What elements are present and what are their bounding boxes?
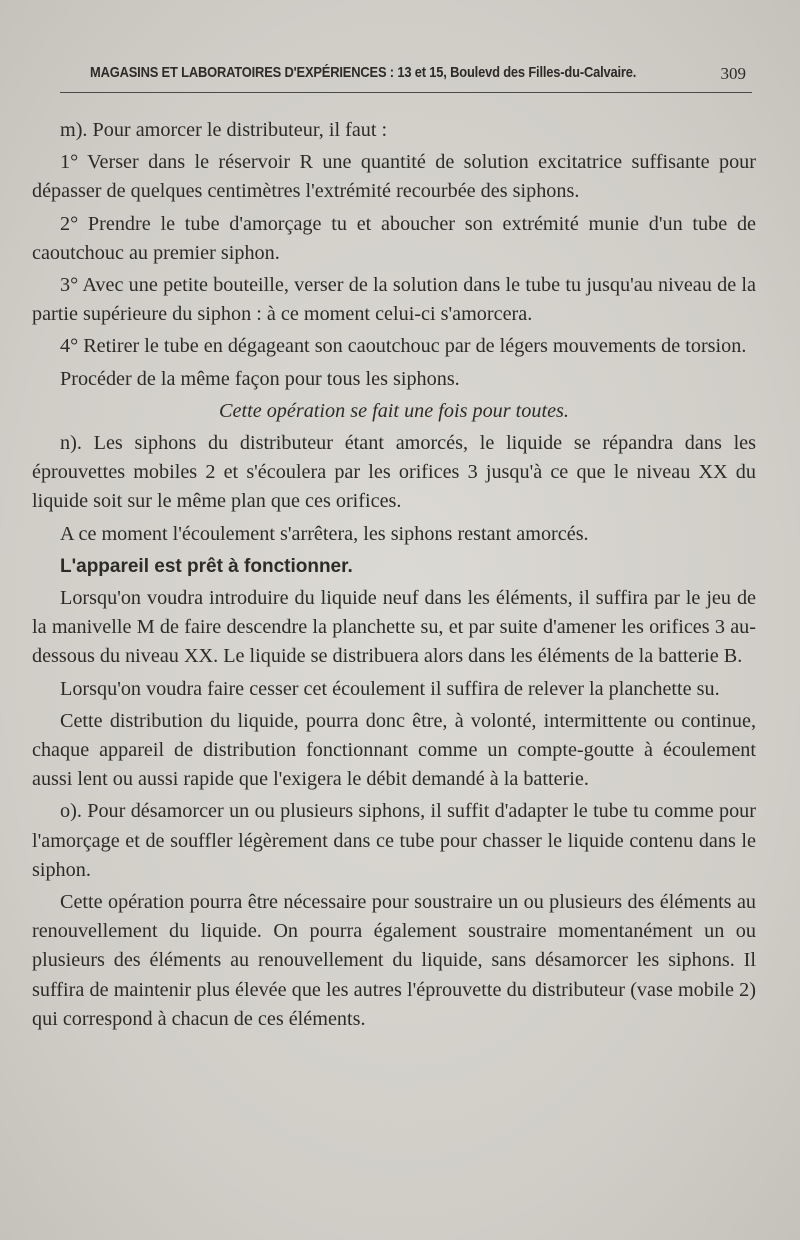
- page-body: [32, 116, 756, 1034]
- paragraph: 3° Avec une petite bouteille, verser de la solution dans le tube tu jusqu'au niveau de la partie supérieure du siphon : à ce moment celui-ci s'amorcera.: [32, 274, 756, 326]
- paragraph: Lorsqu'on voudra faire cesser cet écoulement il suffira de relever la planchette su.: [60, 677, 720, 700]
- page-number: 309: [720, 64, 746, 83]
- page-header: [60, 58, 752, 93]
- paragraph: Lorsqu'on voudra introduire du liquide neuf dans les éléments, il suffira par le jeu de la manivelle M de faire descendre la planchette su, et par suite d'amener les orifices 3 au-dessous du niveau XX. Le liquide se distribuera alors dans les éléments de la batterie B.: [32, 587, 756, 668]
- section-heading: L'appareil est prêt à fonctionner.: [60, 555, 353, 577]
- paragraph: 1° Verser dans le réservoir R une quantité de solution excitatrice suffisante pour dépasser de quelques centimètres l'extrémité recourbée des siphons.: [32, 151, 756, 203]
- paragraph: A ce moment l'écoulement s'arrêtera, les siphons restant amorcés.: [60, 522, 589, 545]
- paragraph: 2° Prendre le tube d'amorçage tu et aboucher son extrémité munie d'un tube de caoutchouc au premier siphon.: [32, 212, 756, 264]
- paragraph: o). Pour désamorcer un ou plusieurs siphons, il suffit d'adapter le tube tu comme pour l'amorçage et de souffler légèrement dans ce tube pour chasser le liquide contenu dans le siphon.: [32, 800, 756, 881]
- italic-note: Cette opération se fait une fois pour toutes.: [219, 399, 569, 422]
- running-title: MAGASINS ET LABORATOIRES D'EXPÉRIENCES : 13 et 15, Boulevd des Filles-du-Calvaire.: [90, 64, 637, 81]
- paragraph: 4° Retirer le tube en dégageant son caoutchouc par de légers mouvements de torsion.: [60, 335, 747, 358]
- paragraph: Procéder de la même façon pour tous les siphons.: [60, 367, 460, 390]
- paragraph: Cette distribution du liquide, pourra donc être, à volonté, intermittente ou continue, chaque appareil de distribution fonctionnant comme un compte-goutte à écoulement aussi lent ou aussi rapide que l'exigera le débit demandé à la batterie.: [32, 709, 756, 791]
- paragraph: m). Pour amorcer le distributeur, il faut :: [60, 119, 388, 141]
- paragraph: Cette opération pourra être nécessaire pour soustraire un ou plusieurs des éléments au renouvellement du liquide. On pourra également soustraire momentanément un ou plusieurs des éléments au renouvellement du liquide, sans désamorcer les siphons. Il suffira de maintenir plus élevée que les autres l'éprouvette du distributeur (vase mobile 2) qui correspond à chacun de ces éléments.: [32, 891, 756, 1030]
- paragraph: n). Les siphons du distributeur étant amorcés, le liquide se répandra dans les éprouvettes mobiles 2 et s'écoulera par les orifices 3 jusqu'à ce que le niveau XX du liquide soit sur le même plan que ces orifices.: [32, 432, 756, 513]
